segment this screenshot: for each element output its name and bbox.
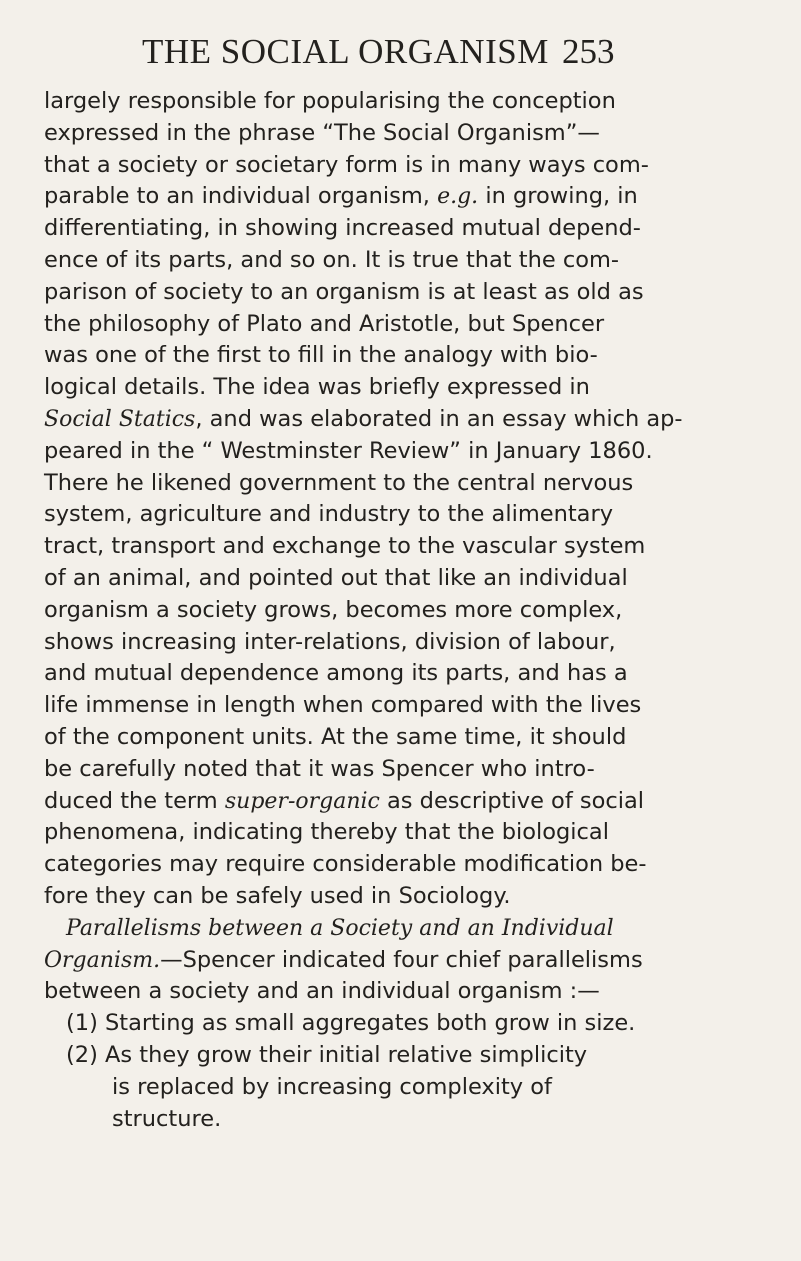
text-line — [44, 1104, 784, 1136]
text-segment: phenomena, indicating thereby that the biological — [44, 819, 609, 846]
italic-text: Organism. — [44, 947, 161, 973]
text-segment: structure. — [112, 1105, 222, 1132]
text-line — [44, 817, 784, 849]
text-line — [44, 499, 784, 531]
text-segment: differentiating, in showing increased mutual depend- — [44, 215, 641, 242]
text-line — [44, 658, 784, 690]
italic-text: e.g. — [437, 184, 479, 210]
text-line — [44, 1072, 784, 1104]
text-line — [44, 849, 784, 881]
text-line — [44, 563, 784, 595]
text-segment: the philosophy of Plato and Aristotle, but Spencer — [44, 310, 605, 337]
text-line — [44, 372, 784, 404]
text-line — [44, 340, 784, 372]
text-line — [44, 86, 784, 118]
text-segment: between a society and an individual organism :— — [44, 978, 600, 1005]
text-segment: —Spencer indicated four chief parallelisms — [160, 946, 643, 973]
text-segment: is replaced by increasing complexity of — [112, 1073, 552, 1100]
text-line — [44, 309, 784, 341]
text-segment: expressed in the phrase “The Social Organism”— — [44, 119, 600, 146]
running-head: THE SOCIAL ORGANISM — [142, 32, 549, 71]
text-segment: organism a society grows, becomes more complex, — [44, 596, 623, 623]
text-line — [44, 595, 784, 627]
text-line — [44, 531, 784, 563]
text-line — [44, 1040, 784, 1072]
text-segment: (2) As they grow their initial relative simplicity — [66, 1041, 588, 1068]
italic-text: Parallelisms between a Society and an Individual — [66, 915, 614, 941]
text-line — [44, 722, 784, 754]
text-segment: of an animal, and pointed out that like an individual — [44, 564, 628, 591]
text-segment: tract, transport and exchange to the vascular system — [44, 533, 646, 560]
page-number: 253 — [562, 32, 615, 71]
text-segment: ence of its parts, and so on. It is true that the com- — [44, 246, 620, 273]
text-line — [44, 913, 784, 945]
text-segment: be carefully noted that it was Spencer who intro- — [44, 755, 595, 782]
text-line — [44, 786, 784, 818]
text-segment: shows increasing inter-relations, division of labour, — [44, 628, 616, 655]
text-segment: parable to an individual organism, — [44, 183, 438, 210]
text-line — [44, 436, 784, 468]
text-segment: that a society or societary form is in many ways com- — [44, 151, 649, 178]
italic-text: super-organic — [224, 788, 380, 814]
text-segment: There he likened government to the central nervous — [44, 469, 634, 496]
text-line — [44, 118, 784, 150]
text-line — [44, 754, 784, 786]
text-segment: of the component units. At the same time, it should — [44, 723, 627, 750]
text-line — [44, 881, 784, 913]
text-segment: was one of the first to fill in the analogy with bio- — [44, 342, 598, 369]
text-line — [44, 213, 784, 245]
italic-text: Social Statics — [44, 406, 196, 432]
text-line — [44, 150, 784, 182]
text-segment: as descriptive of social — [379, 787, 645, 814]
text-segment: parison of society to an organism is at least as old as — [44, 278, 644, 305]
text-line — [44, 690, 784, 722]
text-segment: peared in the “ Westminster Review” in January 1860. — [44, 437, 653, 464]
text-segment: categories may require considerable modification be- — [44, 851, 647, 878]
text-segment: and mutual dependence among its parts, and has a — [44, 660, 628, 687]
text-segment: in growing, in — [478, 183, 638, 210]
text-segment: life immense in length when compared with the lives — [44, 692, 642, 719]
text-line — [44, 245, 784, 277]
text-line — [44, 277, 784, 309]
text-segment: fore they can be safely used in Sociology. — [44, 882, 511, 909]
text-segment: , and was elaborated in an essay which ap- — [195, 405, 683, 432]
text-line — [44, 945, 784, 977]
text-segment: (1) Starting as small aggregates both grow in size. — [66, 1010, 636, 1037]
text-segment: system, agriculture and industry to the alimentary — [44, 501, 614, 528]
text-line — [44, 404, 784, 436]
text-segment: logical details. The idea was briefly expressed in — [44, 374, 590, 401]
text-line — [44, 976, 784, 1008]
body-text — [44, 86, 784, 1135]
text-line — [44, 1008, 784, 1040]
text-segment: duced the term — [44, 787, 225, 814]
text-line — [44, 468, 784, 500]
text-segment: largely responsible for popularising the conception — [44, 88, 616, 114]
text-line — [44, 627, 784, 659]
text-line — [44, 181, 784, 213]
